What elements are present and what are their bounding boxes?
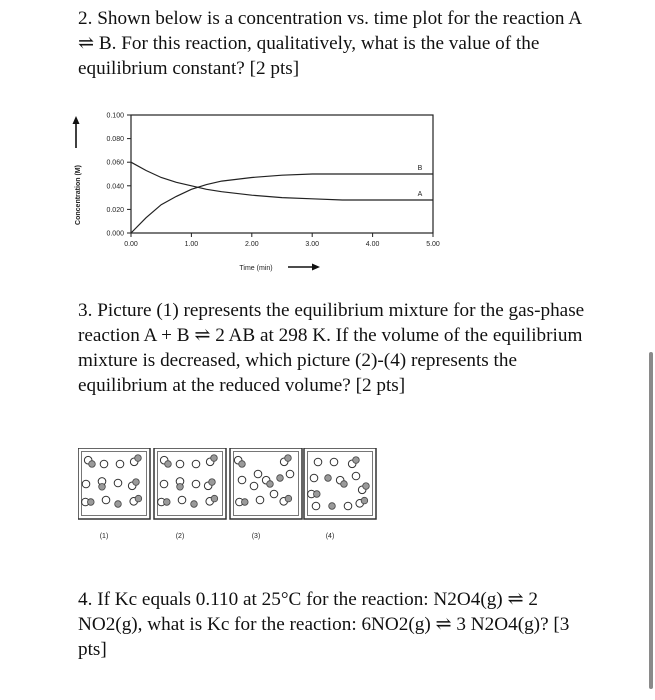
molecule-a <box>344 502 352 510</box>
molecule-ab-b-atom <box>164 499 171 506</box>
molecule-ab-b-atom <box>99 484 106 491</box>
molecule-a <box>250 482 258 490</box>
molecule-ab <box>176 478 184 491</box>
picture-2 <box>154 448 226 519</box>
molecule-a <box>116 460 124 468</box>
x-axis-label: Time (min) <box>239 265 273 272</box>
molecule-a <box>352 472 360 480</box>
molecule-ab <box>308 490 321 498</box>
x-tick-label: 3.00 <box>305 241 320 248</box>
picture-3 <box>230 448 302 519</box>
molecule-ab <box>158 498 171 506</box>
molecule-a <box>178 496 186 504</box>
picture-label: (2) <box>175 533 185 540</box>
molecule-a <box>314 458 322 466</box>
molecule-b <box>277 475 284 482</box>
question-3-text: 3. Picture (1) represents the equilibrium mixture for the gas-phase reaction A + B ⇌ 2 AB at 298 K. If the volume of the equilibrium mixture is decreased, which picture (2)-(4) represents the equilibrium at the reduced volume? [2 pts] <box>78 300 585 396</box>
molecule-a <box>330 458 338 466</box>
molecule-a <box>192 480 200 488</box>
x-tick-label: 5.00 <box>426 241 440 248</box>
molecule-b <box>115 501 122 508</box>
chart-layer <box>73 113 440 273</box>
y-axis-arrowhead <box>73 116 80 124</box>
series-label-b: B <box>417 165 423 172</box>
molecule-ab <box>236 498 249 506</box>
pictures-layer <box>78 448 376 540</box>
molecule-b <box>325 475 332 482</box>
y-tick-label: 0.080 <box>106 136 124 144</box>
question-2-text: 2. Shown below is a concentration vs. time plot for the reaction A ⇌ B. For this reaction, qualitatively, what is the value of the equilibrium constant? [2 pts] <box>78 8 582 79</box>
y-tick-label: 0.000 <box>106 230 124 238</box>
molecule-b <box>329 503 336 510</box>
picture-label: (3) <box>251 533 261 540</box>
molecule-ab <box>98 478 106 491</box>
molecule-a <box>100 460 108 468</box>
equilibrium-pictures <box>78 448 378 548</box>
molecule-a <box>176 460 184 468</box>
molecule-a <box>82 480 90 488</box>
molecule-b <box>191 501 198 508</box>
y-axis-label: Concentration (M) <box>75 165 82 225</box>
molecule-a <box>270 490 278 498</box>
vertical-scrollbar[interactable] <box>649 352 653 689</box>
x-tick-label: 0.00 <box>124 241 138 248</box>
molecule-ab-b-atom <box>242 499 249 506</box>
question-4-text: 4. If Kc equals 0.110 at 25°C for the reaction: N2O4(g) ⇌ 2 NO2(g), what is Kc for the reaction: 6NO2(g) ⇌ 3 N2O4(g)? [3 pts] <box>78 589 570 660</box>
molecule-a <box>238 476 246 484</box>
molecule-ab-b-atom <box>314 491 321 498</box>
x-tick-label: 2.00 <box>244 241 259 248</box>
picture-4 <box>304 448 376 519</box>
picture-label: (4) <box>325 533 335 540</box>
y-tick-label: 0.100 <box>106 112 124 120</box>
series-line-a <box>131 162 433 200</box>
molecule-a <box>102 496 110 504</box>
molecule-a <box>286 470 294 478</box>
x-tick-label: 1.00 <box>184 241 199 248</box>
y-tick-label: 0.060 <box>106 159 124 167</box>
x-axis-arrowhead <box>312 264 320 271</box>
y-tick-label: 0.040 <box>106 183 124 191</box>
molecule-a <box>192 460 200 468</box>
picture-label: (1) <box>99 533 109 540</box>
molecule-a <box>160 480 168 488</box>
molecule-a <box>254 470 262 478</box>
picture-1 <box>78 448 150 519</box>
concentration-time-chart <box>62 100 442 280</box>
molecule-a <box>256 496 264 504</box>
molecule-ab <box>82 498 95 506</box>
molecule-ab-b-atom <box>177 484 184 491</box>
molecule-a <box>310 474 318 482</box>
molecule-ab-b-atom <box>88 499 95 506</box>
y-tick-label: 0.020 <box>106 206 124 214</box>
series-label-a: A <box>417 190 423 198</box>
molecule-a <box>312 502 320 510</box>
molecule-a <box>114 479 122 487</box>
x-tick-label: 4.00 <box>365 241 380 248</box>
